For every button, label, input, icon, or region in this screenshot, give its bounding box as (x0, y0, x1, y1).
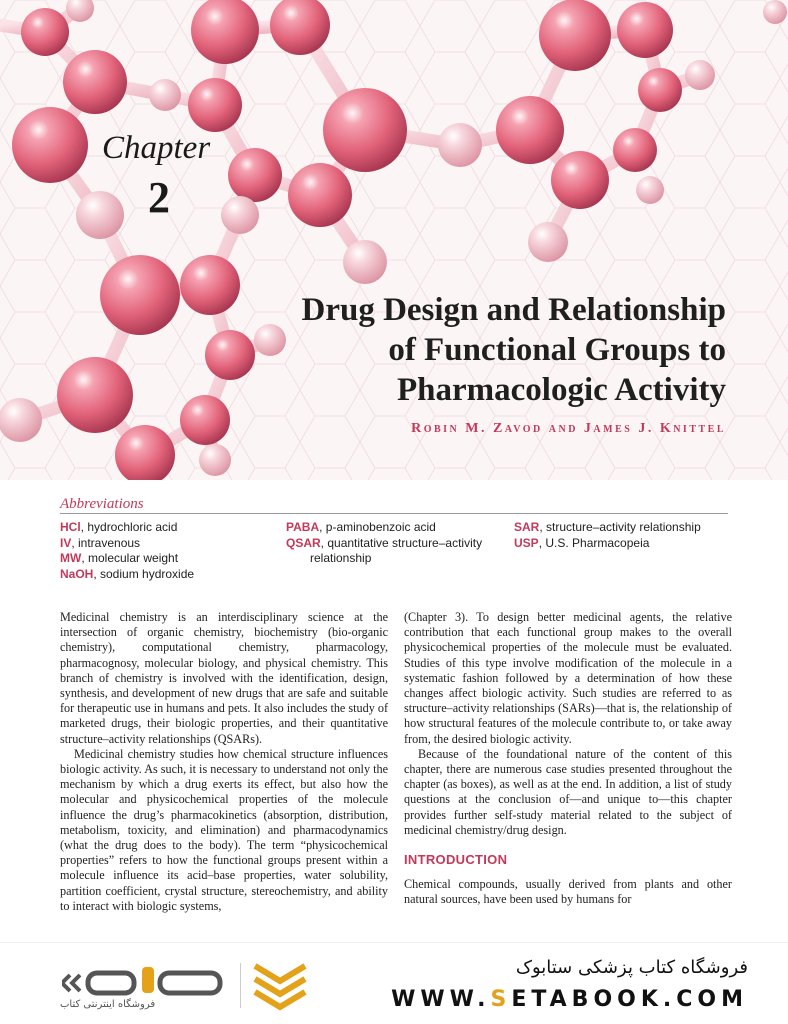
abbreviation-definition: , structure–activity relationship (539, 520, 701, 534)
chapter-title-line: Drug Design and Relationship (301, 292, 726, 328)
chapter-title-line: Pharmacologic Activity (396, 372, 726, 408)
abbreviation-term: HCl (60, 520, 81, 534)
abbreviation-term: QSAR (286, 535, 321, 550)
chapter-number: 2 (148, 173, 170, 222)
abbreviation-definition: , p-aminobenzoic acid (319, 520, 436, 534)
abbreviation-item (514, 536, 701, 552)
store-watermark-footer (0, 942, 788, 1024)
chapter-title-line: of Functional Groups to (388, 332, 726, 368)
abbreviation-definition: , hydrochloric acid (80, 520, 178, 534)
abbreviations-column-1 (60, 520, 194, 582)
footer-divider (240, 963, 241, 1008)
abbreviation-definition: , sodium hydroxide (93, 566, 195, 581)
abbreviations-divider (60, 513, 728, 514)
abbreviation-term: NaOH (60, 566, 94, 581)
abbreviation-definition: , molecular weight (81, 551, 179, 565)
body-paragraph: Because of the foundational nature of the content of this chapter, there are numerous case studies presented throughout the chapter (as boxes), as well as at the end. In addition, a list of study questions at the conclusion of—and unique to—this chapter provides further self-study material related to the subject of medicinal chemistry/drug design. (404, 746, 732, 837)
section-heading: INTRODUCTION (404, 852, 508, 868)
abbreviation-term: PABA (286, 520, 320, 534)
abbreviation-item (286, 520, 482, 536)
abbreviation-continuation: relationship (310, 551, 372, 565)
abbreviation-term: MW (60, 551, 82, 565)
store-url-highlight: S (490, 987, 512, 1012)
abbreviation-item (60, 520, 194, 536)
abbreviation-item (60, 551, 194, 567)
abbreviations-column-2 (286, 520, 482, 567)
abbreviation-item (60, 536, 194, 552)
body-paragraph: Chemical compounds, usually derived from plants and other natural sources, have been used by humans for (404, 877, 732, 907)
body-column-left (60, 610, 388, 914)
chapter-title (166, 290, 726, 410)
abbreviation-item (60, 567, 194, 583)
abbreviation-definition: , U.S. Pharmacopeia (538, 535, 650, 550)
chapter-hero-illustration (0, 0, 788, 480)
body-paragraph: Medicinal chemistry studies how chemical structure influences biologic activity. As such, it is necessary to understand not only the mechanism by which a drug exerts its effect, but also how the molecular and physicochemical properties of the molecule influence the drug’s pharmacokinetics (absorption, distribution, metabolism, toxicity, and elimination) and pharmacodynamics (what the drug does to the body). The term “physicochemical properties” refers to how the functional groups present within a molecule influence its acid–base properties, water solubility, partition coefficient, crystal structure, stereochemistry, and ability to interact with biologic systems, (60, 746, 388, 913)
store-url-suffix: ETABOOK.COM (511, 987, 748, 1012)
abbreviation-term: USP (514, 535, 539, 550)
abbreviation-definition: , intravenous (71, 535, 141, 550)
body-paragraph: (Chapter 3). To design better medicinal agents, the relative contribution that each functional group makes to the overall physicochemical properties of the molecule must be evaluated. Studies of this type involve modification of the molecule in a systematic fashion followed by a determination of how these changes affect biologic activity. Such studies are referred to as structure–activity relationships (SARs)—that is, the relationship of how structural features of the molecule contribute to, or take away from, the desired biologic activity. (404, 610, 732, 746)
body-column-right (404, 610, 732, 908)
body-paragraph: Medicinal chemistry is an interdisciplinary science at the intersection of organic chemistry, biochemistry (bio-organic chemistry), computational chemistry, pharmacology, pharmacognosy, molecular biology, and physical chemistry. This branch of chemistry is involved with the identification, design, synthesis, and development of new drugs that are safe and suitable for therapeutic use in humans and pets. It also includes the study of marketed drugs, their biologic properties, and their quantitative structure–activity relationships (QSARs). (60, 610, 388, 746)
store-name-persian: فروشگاه کتاب پزشکی ستابوک (515, 957, 748, 978)
setabook-logo-tagline: فروشگاه اینترنتی کتاب (60, 999, 156, 1010)
abbreviation-item (286, 536, 482, 552)
abbreviation-definition: , quantitative structure–activity (320, 535, 483, 550)
abbreviation-term: SAR (514, 520, 540, 534)
store-url-prefix: WWW. (391, 987, 491, 1012)
abbreviation-item (514, 520, 701, 536)
chapter-authors: Robin M. Zavod and James J. Knittel (411, 421, 726, 436)
abbreviations-column-3 (514, 520, 701, 551)
abbreviation-term: IV (60, 535, 72, 550)
chapter-label: Chapter (102, 130, 211, 166)
setabook-emblem-icon (250, 961, 310, 1011)
store-url (391, 987, 748, 1012)
abbreviations-heading: Abbreviations (60, 496, 144, 512)
